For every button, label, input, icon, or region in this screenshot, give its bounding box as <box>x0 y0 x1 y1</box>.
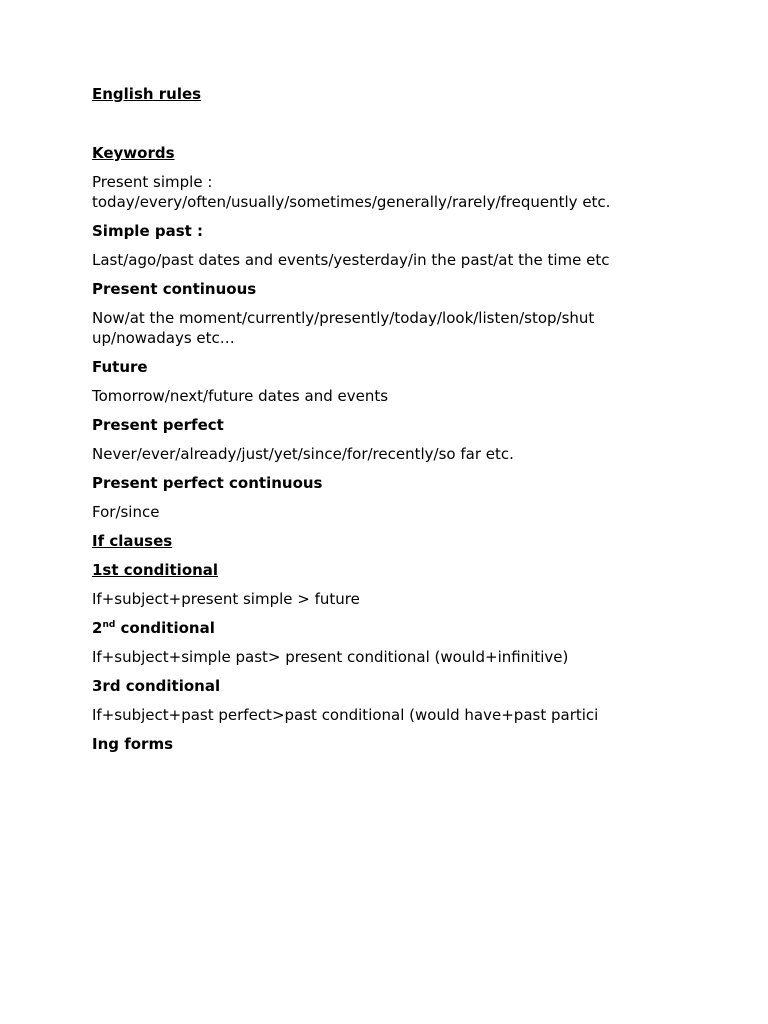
future-text: Tomorrow/next/future dates and events <box>92 387 389 405</box>
second-conditional-number: 2 <box>92 619 103 637</box>
second-conditional-heading <box>92 618 732 638</box>
present-perfect-heading: Present perfect <box>92 416 224 434</box>
document-page <box>92 84 732 763</box>
document-title: English rules <box>92 85 202 103</box>
third-conditional-heading: 3rd conditional <box>92 677 221 695</box>
present-continuous-heading: Present continuous <box>92 280 257 298</box>
simple-past-text: Last/ago/past dates and events/yesterday/in the past/at the time etc <box>92 251 610 269</box>
present-perfect-continuous-heading: Present perfect continuous <box>92 474 323 492</box>
third-conditional-text: If+subject+past perfect>past conditional (would have+past partici <box>92 706 599 724</box>
future-heading: Future <box>92 358 148 376</box>
present-perfect-text: Never/ever/already/just/yet/since/for/recently/so far etc. <box>92 445 514 463</box>
ing-forms-heading: Ing forms <box>92 735 174 753</box>
simple-past-heading: Simple past : <box>92 222 204 240</box>
present-simple-text: Present simple : today/every/often/usually/sometimes/generally/rarely/frequently etc. <box>92 173 611 211</box>
second-conditional-word: conditional <box>115 619 215 637</box>
first-conditional-heading: 1st conditional <box>92 561 219 579</box>
present-perfect-continuous-text: For/since <box>92 503 160 521</box>
first-conditional-text: If+subject+present simple > future <box>92 590 360 608</box>
present-continuous-text: Now/at the moment/currently/presently/today/look/listen/stop/shut up/nowadays etc… <box>92 309 595 347</box>
keywords-heading: Keywords <box>92 144 175 162</box>
second-conditional-suffix: nd <box>102 620 116 630</box>
second-conditional-text: If+subject+simple past> present conditional (would+infinitive) <box>92 648 569 666</box>
if-clauses-heading: If clauses <box>92 532 173 550</box>
